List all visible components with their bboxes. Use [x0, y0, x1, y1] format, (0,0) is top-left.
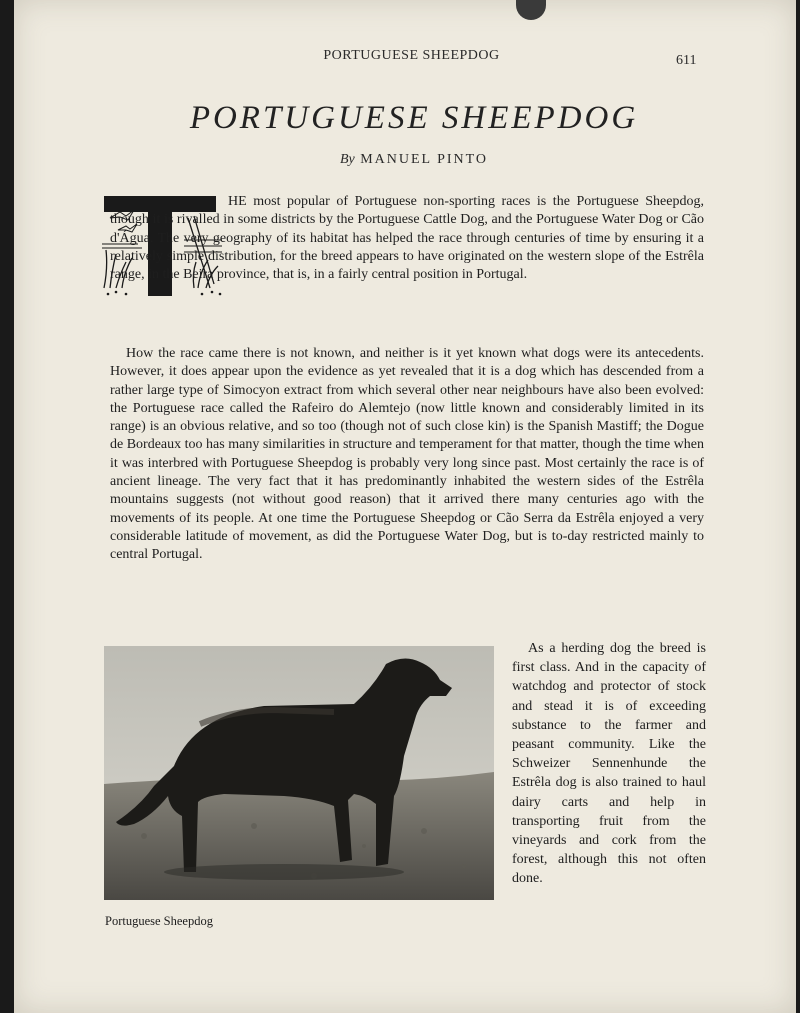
- page-tear-mark: [516, 0, 546, 20]
- author-name: MANUEL PINTO: [360, 152, 489, 167]
- byline-prefix: By: [339, 152, 355, 167]
- photo-caption: Portuguese Sheepdog: [105, 914, 213, 928]
- book-page: [14, 0, 796, 1013]
- paragraph-1: HE most popular of Portuguese non-sporting races is the Portuguese Sheepdog, though it is rivalled in some districts by the Portuguese Cattle Dog, and the Portuguese Water Dog or Cão d'Água. The very geography of its habitat has helped the race through centuries of time by ensuring it a relatively simple distribution, for the breed appears to have originated on the western slope of the Estrêla range, in the Beira province, that is, in a fairly central position in Portugal.: [110, 194, 704, 283]
- article-title: PORTUGUESE SHEEPDOG: [189, 100, 639, 136]
- paragraph-2: How the race came there is not known, and neither is it yet known what dogs were its antecedents. However, it does appear upon the evidence as yet revealed that it is a dog which has descended from a rather large type of Simocyon extract from which several other near neighbours have also been evolved: the Portuguese race called the Rafeiro do Alemtejo (now little known and considerably limited in its range) is an obvious relative, and so too (though not of such close kin) is the Spanish Mastiff; the Dogue de Bordeaux too has many similarities in structure and temperament for that matter, though the time when it was interbred with Portuguese Sheepdog is probably very long since past. Most certainly the race is of ancient lineage. The very fact that it has predominantly inhabited the western sides of the Estrêla mountains suggests (not without good reason) that it arrived there many centuries ago with the movements of its people. At one time the Portuguese Sheepdog or Cão Serra da Estrêla enjoyed a very considerable latitude of movement, as did the Portuguese Water Dog, but is to-day restricted mainly to central Portugal.: [110, 346, 704, 563]
- byline: [214, 152, 614, 168]
- page-number: 611: [676, 53, 697, 68]
- running-header: PORTUGUESE SHEEPDOG: [323, 48, 500, 63]
- paragraph-3: As a herding dog the breed is first class. And in the capacity of watchdog and protector of stock and stead it is of exceeding substance to the farmer and peasant community. Like the Schweizer Sennenhunde the Estrêla dog is also trained to haul dairy carts and help in transporting fruit from the vineyards and cork from the forest, although this not often done.: [512, 641, 706, 887]
- dog-photograph: [104, 646, 494, 900]
